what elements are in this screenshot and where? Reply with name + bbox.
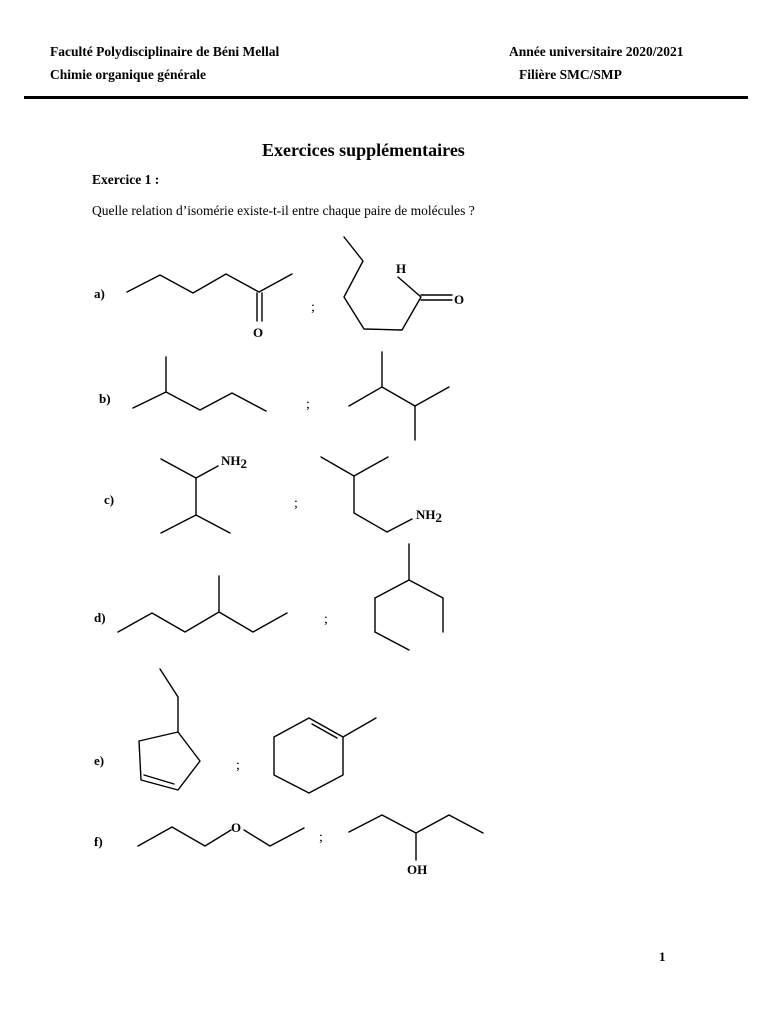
hydrogen-label: H [396, 261, 407, 276]
pair-label-c: c) [104, 492, 115, 507]
molecule-b-left [133, 357, 266, 411]
molecule-f-right [349, 815, 483, 877]
course-name: Chimie organique générale [50, 67, 206, 82]
molecule-d-right [375, 544, 443, 650]
faculty-name: Faculté Polydisciplinaire de Béni Mellal [50, 44, 280, 59]
pair-label-d: d) [94, 610, 106, 625]
pair-label-a: a) [94, 286, 105, 301]
separator-f: ; [319, 830, 323, 845]
pair-label-f: f) [94, 834, 103, 849]
separator-c: ; [294, 496, 298, 511]
molecule-a-right [344, 237, 464, 330]
page-number: 1 [659, 949, 666, 964]
amine-label: NH2 [221, 453, 247, 471]
separator-b: ; [306, 397, 310, 412]
page-title: Exercices supplémentaires [262, 140, 465, 160]
oxygen-label: O [231, 820, 242, 835]
molecule-c-left [161, 453, 247, 533]
molecule-b-right [349, 352, 449, 440]
molecule-c-right [321, 457, 442, 532]
track-name: Filière SMC/SMP [519, 67, 622, 82]
separator-e: ; [236, 758, 240, 773]
hydroxyl-label: OH [407, 862, 428, 877]
amine-label: NH2 [416, 507, 442, 525]
oxygen-label: O [454, 292, 465, 307]
academic-year: Année universitaire 2020/2021 [509, 44, 684, 59]
molecule-d-left [118, 576, 287, 632]
exercise-heading: Exercice 1 : [92, 172, 160, 187]
pair-label-b: b) [99, 391, 111, 406]
exercise-question: Quelle relation d’isomérie existe-t-il entre chaque paire de molécules ? [92, 203, 475, 218]
molecule-f-left [138, 820, 304, 846]
separator-d: ; [324, 612, 328, 627]
molecule-e-left [139, 669, 200, 790]
separator-a: ; [311, 300, 315, 315]
oxygen-label: O [253, 325, 264, 340]
molecule-a-left [127, 274, 292, 340]
molecule-e-right [274, 718, 376, 793]
pair-label-e: e) [94, 753, 105, 768]
